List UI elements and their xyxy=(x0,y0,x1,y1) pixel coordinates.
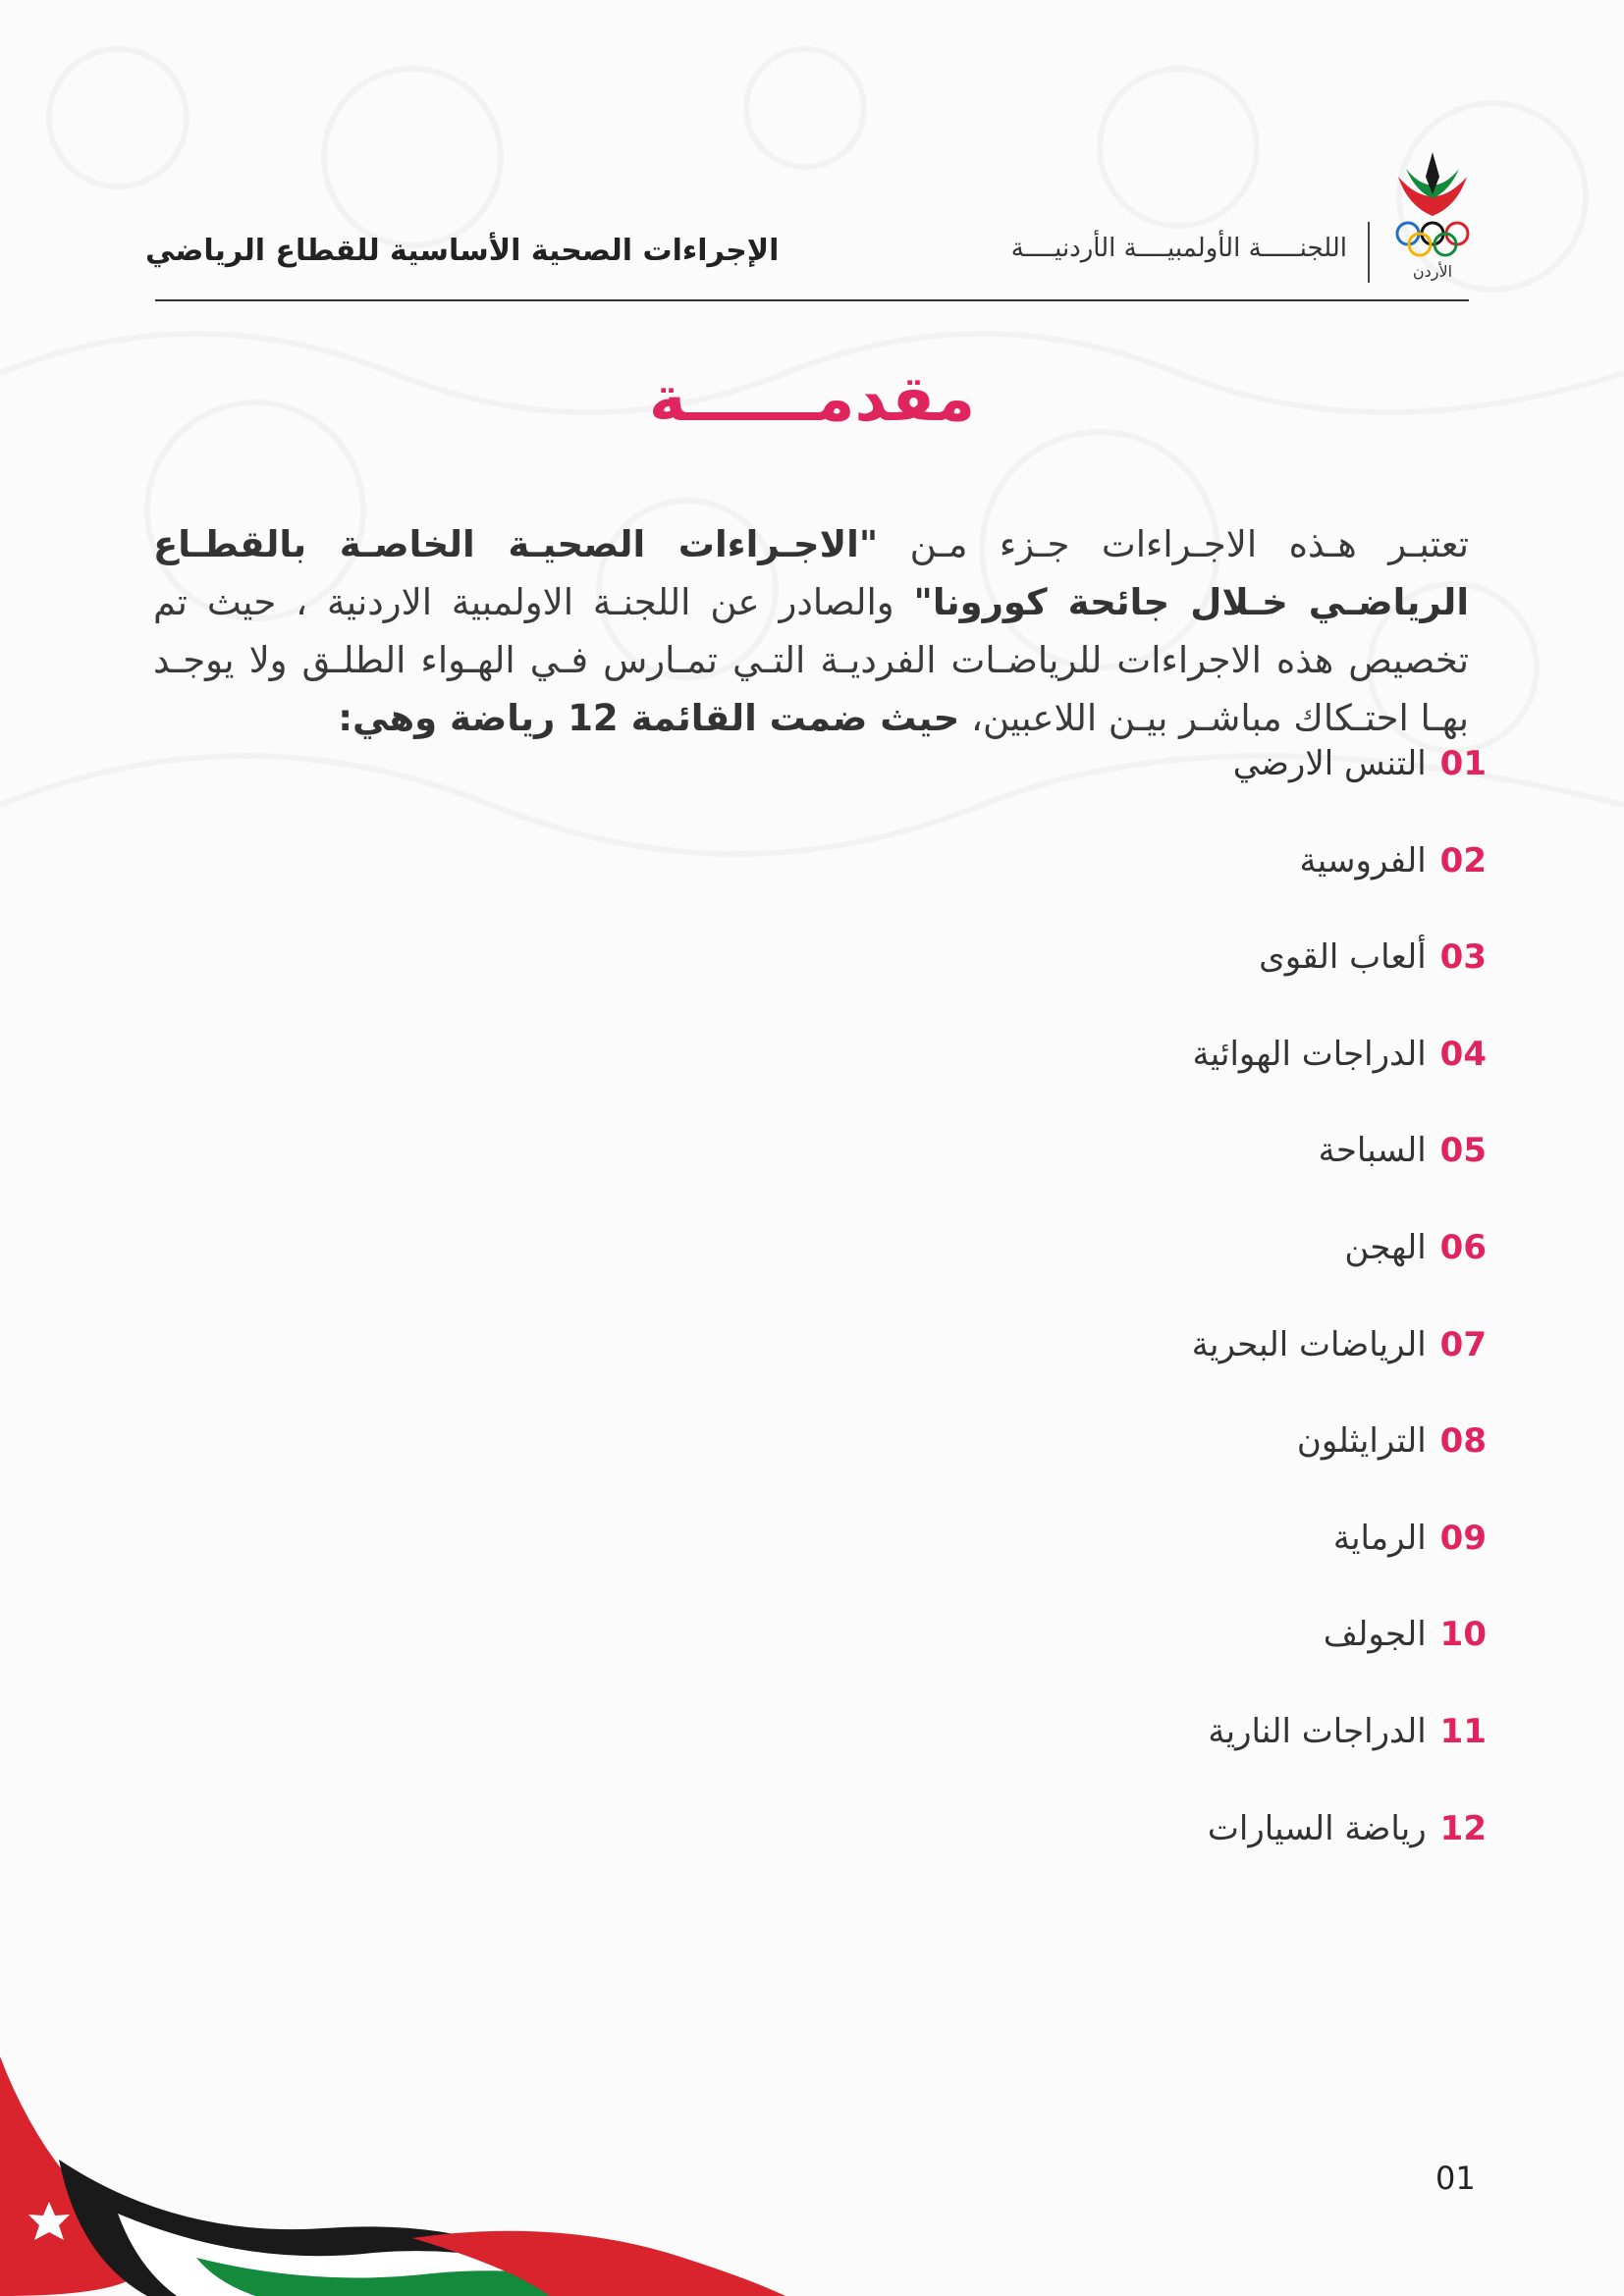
list-item xyxy=(1192,1035,1487,1132)
intro-bold-2: حيث ضمت القائمة 12 رياضة وهي: xyxy=(338,697,960,739)
list-item xyxy=(1192,1325,1487,1422)
sports-list xyxy=(1192,744,1487,1905)
list-item-number: 02 xyxy=(1439,840,1487,881)
list-item-number: 03 xyxy=(1439,937,1487,978)
intro-text-2: والصادر عن اللجنـة الاولمبية الاردنية ، حيث تم تخصيص هذه الاجراءات للرياضـات الفرديـة التـي تمـارس فـي الهـواء الطلـق ولا يوجـد بهـا احتـكاك مباشـر بيـن اللاعبين، xyxy=(153,581,1469,739)
list-item-label: ألعاب القوى xyxy=(1259,937,1427,978)
list-item xyxy=(1192,1712,1487,1809)
list-item xyxy=(1192,1228,1487,1325)
list-item-number: 09 xyxy=(1439,1518,1487,1558)
list-item-label: الفروسية xyxy=(1299,840,1427,881)
list-item-number: 05 xyxy=(1439,1131,1487,1171)
list-item-label: الدراجات النارية xyxy=(1208,1711,1427,1751)
logo-text: الأردن xyxy=(1412,262,1453,281)
list-item-number: 06 xyxy=(1439,1227,1487,1267)
list-item xyxy=(1192,937,1487,1035)
list-item-number: 07 xyxy=(1439,1324,1487,1364)
list-item xyxy=(1192,1421,1487,1519)
committee-name: اللجنـــــة الأولمبيــــة الأردنيــــة xyxy=(1010,234,1347,263)
list-item-label: الترايثلون xyxy=(1296,1421,1427,1462)
document-title: الإجراءات الصحية الأساسية للقطاع الرياضي xyxy=(145,234,780,268)
list-item-number: 01 xyxy=(1439,744,1487,783)
list-item xyxy=(1192,841,1487,938)
intro-paragraph xyxy=(153,515,1469,747)
list-item xyxy=(1192,1809,1487,1906)
page-number: 01 xyxy=(1435,2160,1476,2197)
list-item-label: التنس الارضي xyxy=(1232,744,1427,783)
list-item-label: الرياضات البحرية xyxy=(1191,1324,1427,1364)
list-item-label: رياضة السيارات xyxy=(1207,1808,1427,1848)
intro-text-1: تعتبـر هـذه الاجـراءات جـزء مـن xyxy=(878,523,1469,565)
list-item-label: الرماية xyxy=(1332,1518,1427,1558)
header-rule xyxy=(155,299,1469,301)
list-item-label: السباحة xyxy=(1318,1131,1427,1171)
list-item xyxy=(1192,1519,1487,1616)
list-item-number: 08 xyxy=(1439,1421,1487,1462)
jordan-flag-decoration xyxy=(0,2042,785,2296)
list-item-label: الهجن xyxy=(1344,1227,1427,1267)
list-item-label: الدراجات الهوائية xyxy=(1192,1034,1427,1074)
list-item xyxy=(1192,744,1487,841)
section-heading: مقدمــــــة xyxy=(648,363,976,436)
list-item xyxy=(1192,1131,1487,1228)
list-item-label: الجولف xyxy=(1323,1615,1427,1655)
list-item xyxy=(1192,1615,1487,1712)
olympic-committee-logo xyxy=(1388,147,1477,285)
list-item-number: 04 xyxy=(1439,1034,1487,1074)
header-separator xyxy=(1368,222,1370,283)
list-item-number: 11 xyxy=(1439,1711,1487,1751)
list-item-number: 12 xyxy=(1439,1808,1487,1848)
intro-bold-1: "الاجـراءات الصحيـة الخاصـة بالقطـاع الرياضـي خـلال جائحة كورونا" xyxy=(153,523,1470,623)
list-item-number: 10 xyxy=(1439,1615,1487,1655)
